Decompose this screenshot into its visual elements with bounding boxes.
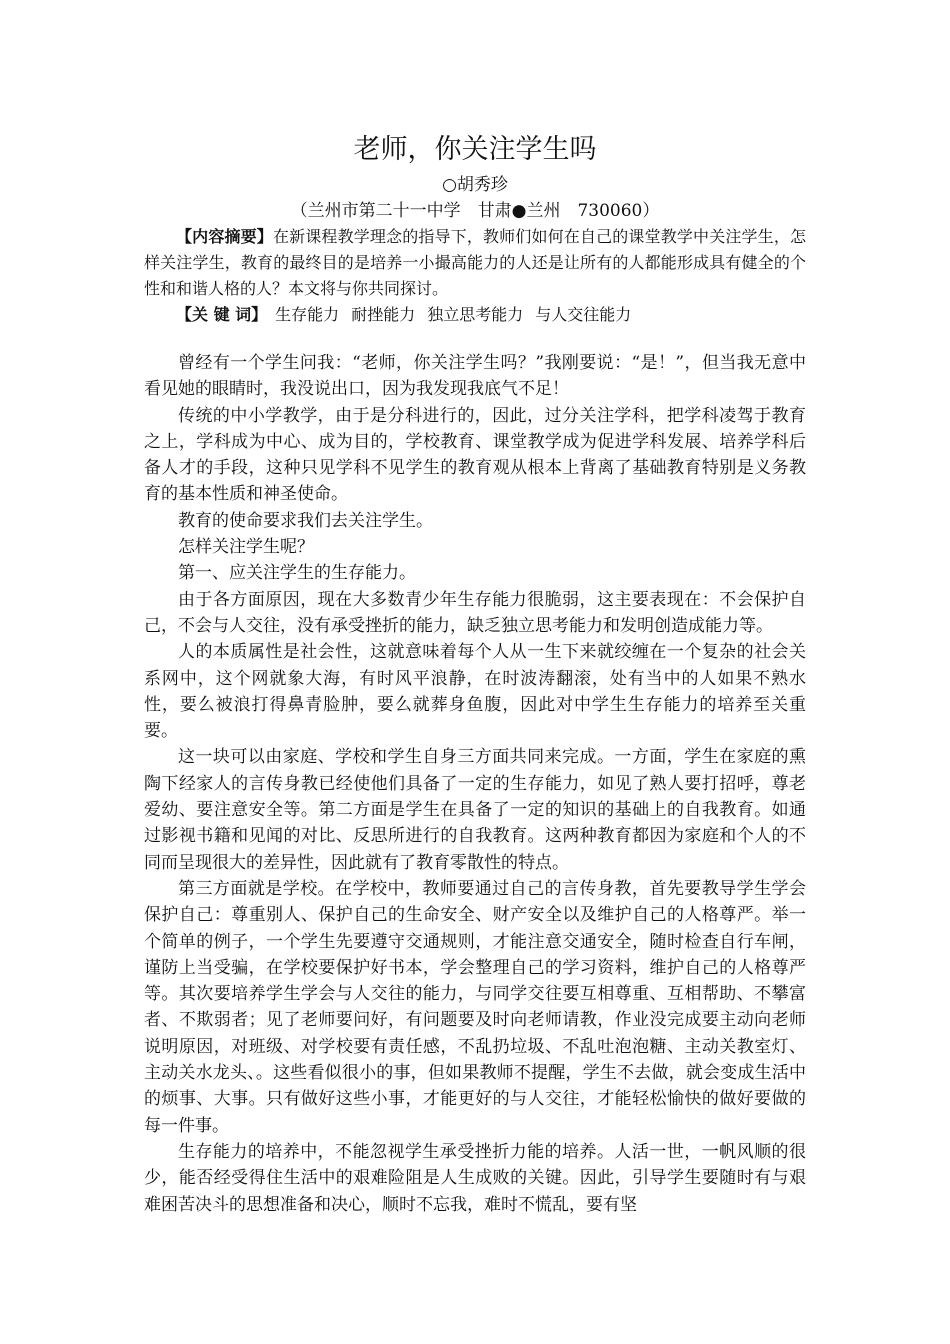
- article-body: [144, 350, 806, 1218]
- paragraph: 人的本质属性是社会性，这就意味着每个人从一生下来就绞缠在一个复杂的社会关系网中，这个网就象大海，有时风平浪静，在时波涛翻滚，处有当中的人如果不熟水性，要么被浪打得鼻青脸肿，要么就葬身鱼腹，因此对中学生生存能力的培养至关重要。: [144, 642, 806, 742]
- keywords: [144, 302, 806, 328]
- paragraph: 生存能力的培养中，不能忽视学生承受挫折力能的培养。人活一世，一帆风顺的很少，能否经受得住生活中的艰难险阻是人生成败的关键。因此，引导学生要随时有与艰难困苦决斗的思想准备和决心，顺时不忘我，难时不慌乱，要有坚: [144, 1141, 806, 1215]
- author-line: ○胡秀珍: [442, 175, 508, 195]
- abstract: [144, 224, 806, 302]
- affiliation-line: （兰州市第二十一中学 甘肃●兰州 730060）: [290, 201, 660, 221]
- abstract-text: 在新课程教学理念的指导下，教师们如何在自己的课堂教学中关注学生，怎样关注学生，教育的最终目的是培养一小撮高能力的人还是让所有的人都能形成具有健全的个性和和谐人格的人？本文将与你共同探讨。: [144, 227, 806, 298]
- keyword: 与人交往能力: [535, 305, 632, 324]
- article-title: 老师，你关注学生吗: [353, 134, 597, 165]
- paragraph: 教育的使命要求我们去关注学生。: [178, 510, 433, 531]
- keyword: 耐挫能力: [351, 305, 416, 324]
- keyword: 生存能力: [275, 305, 340, 324]
- keywords-label: 【关 键 词】: [176, 305, 260, 324]
- paragraph: 由于各方面原因，现在大多数青少年生存能力很脆弱，这主要表现在：不会保护自己，不会与人交往，没有承受挫折的能力，缺乏独立思考能力和发明创造成能力等。: [144, 589, 806, 636]
- paragraph: 第三方面就是学校。在学校中，教师要通过自己的言传身教，首先要教导学生学会保护自己：尊重别人、保护自己的生命安全、财产安全以及维护自己的人格尊严。举一个简单的例子，一个学生先要遵守交通规则，才能注意交通安全，随时检查自行车闸，谨防上当受骗，在学校要保护好书本，学会整理自己的学习资料，维护自己的人格尊严等。其次要培养学生学会与人交往的能力，与同学交往要互相尊重、互相帮助、不攀富者、不欺弱者；见了老师要问好，有问题要及时向老师请教，作业没完成要主动向老师说明原因，对班级、对学校要有责任感，不乱扔垃圾、不乱吐泡泡糖、主动关教室灯、主动关水龙头、。这些看似很小的事，但如果教师不提醒，学生不去做，就会变成生活中的烦事、大事。只有做好这些小事，才能更好的与人交往，才能轻松愉快的做好要做的每一件事。: [144, 878, 806, 1136]
- keyword: 独立思考能力: [427, 305, 524, 324]
- paragraph: 这一块可以由家庭、学校和学生自身三方面共同来完成。一方面，学生在家庭的熏陶下经家人的言传身教已经使他们具备了一定的生存能力，如见了熟人要打招呼，尊老爱幼、要注意安全等。第二方面是学生在具备了一定的知识的基础上的自我教育。如通过影视书籍和见闻的对比、反思所进行的自我教育。这两种教育都因为家庭和个人的不同而呈现很大的差异性，因此就有了教育零散性的特点。: [144, 747, 806, 873]
- paragraph: 曾经有一个学生问我：“老师，你关注学生吗？”我刚要说：“是！”，但当我无意中看见她的眼睛时，我没说出口，因为我发现我底气不足！: [144, 353, 806, 400]
- document-page: [144, 128, 806, 1218]
- section-heading: 第一、应关注学生的生存能力。: [178, 563, 416, 584]
- paragraph: 传统的中小学教学，由于是分科进行的，因此，过分关注学科，把学科凌驾于教育之上，学科成为中心、成为目的，学校教育、课堂教学成为促进学科发展、培养学科后备人才的手段，这种只见学科不见学生的教育观从根本上背离了基础教育特别是义务教育的基本性质和神圣使命。: [144, 405, 806, 505]
- abstract-label: 【内容摘要】: [176, 227, 273, 246]
- paragraph: 怎样关注学生呢？: [178, 537, 314, 558]
- keywords-list: [275, 305, 643, 324]
